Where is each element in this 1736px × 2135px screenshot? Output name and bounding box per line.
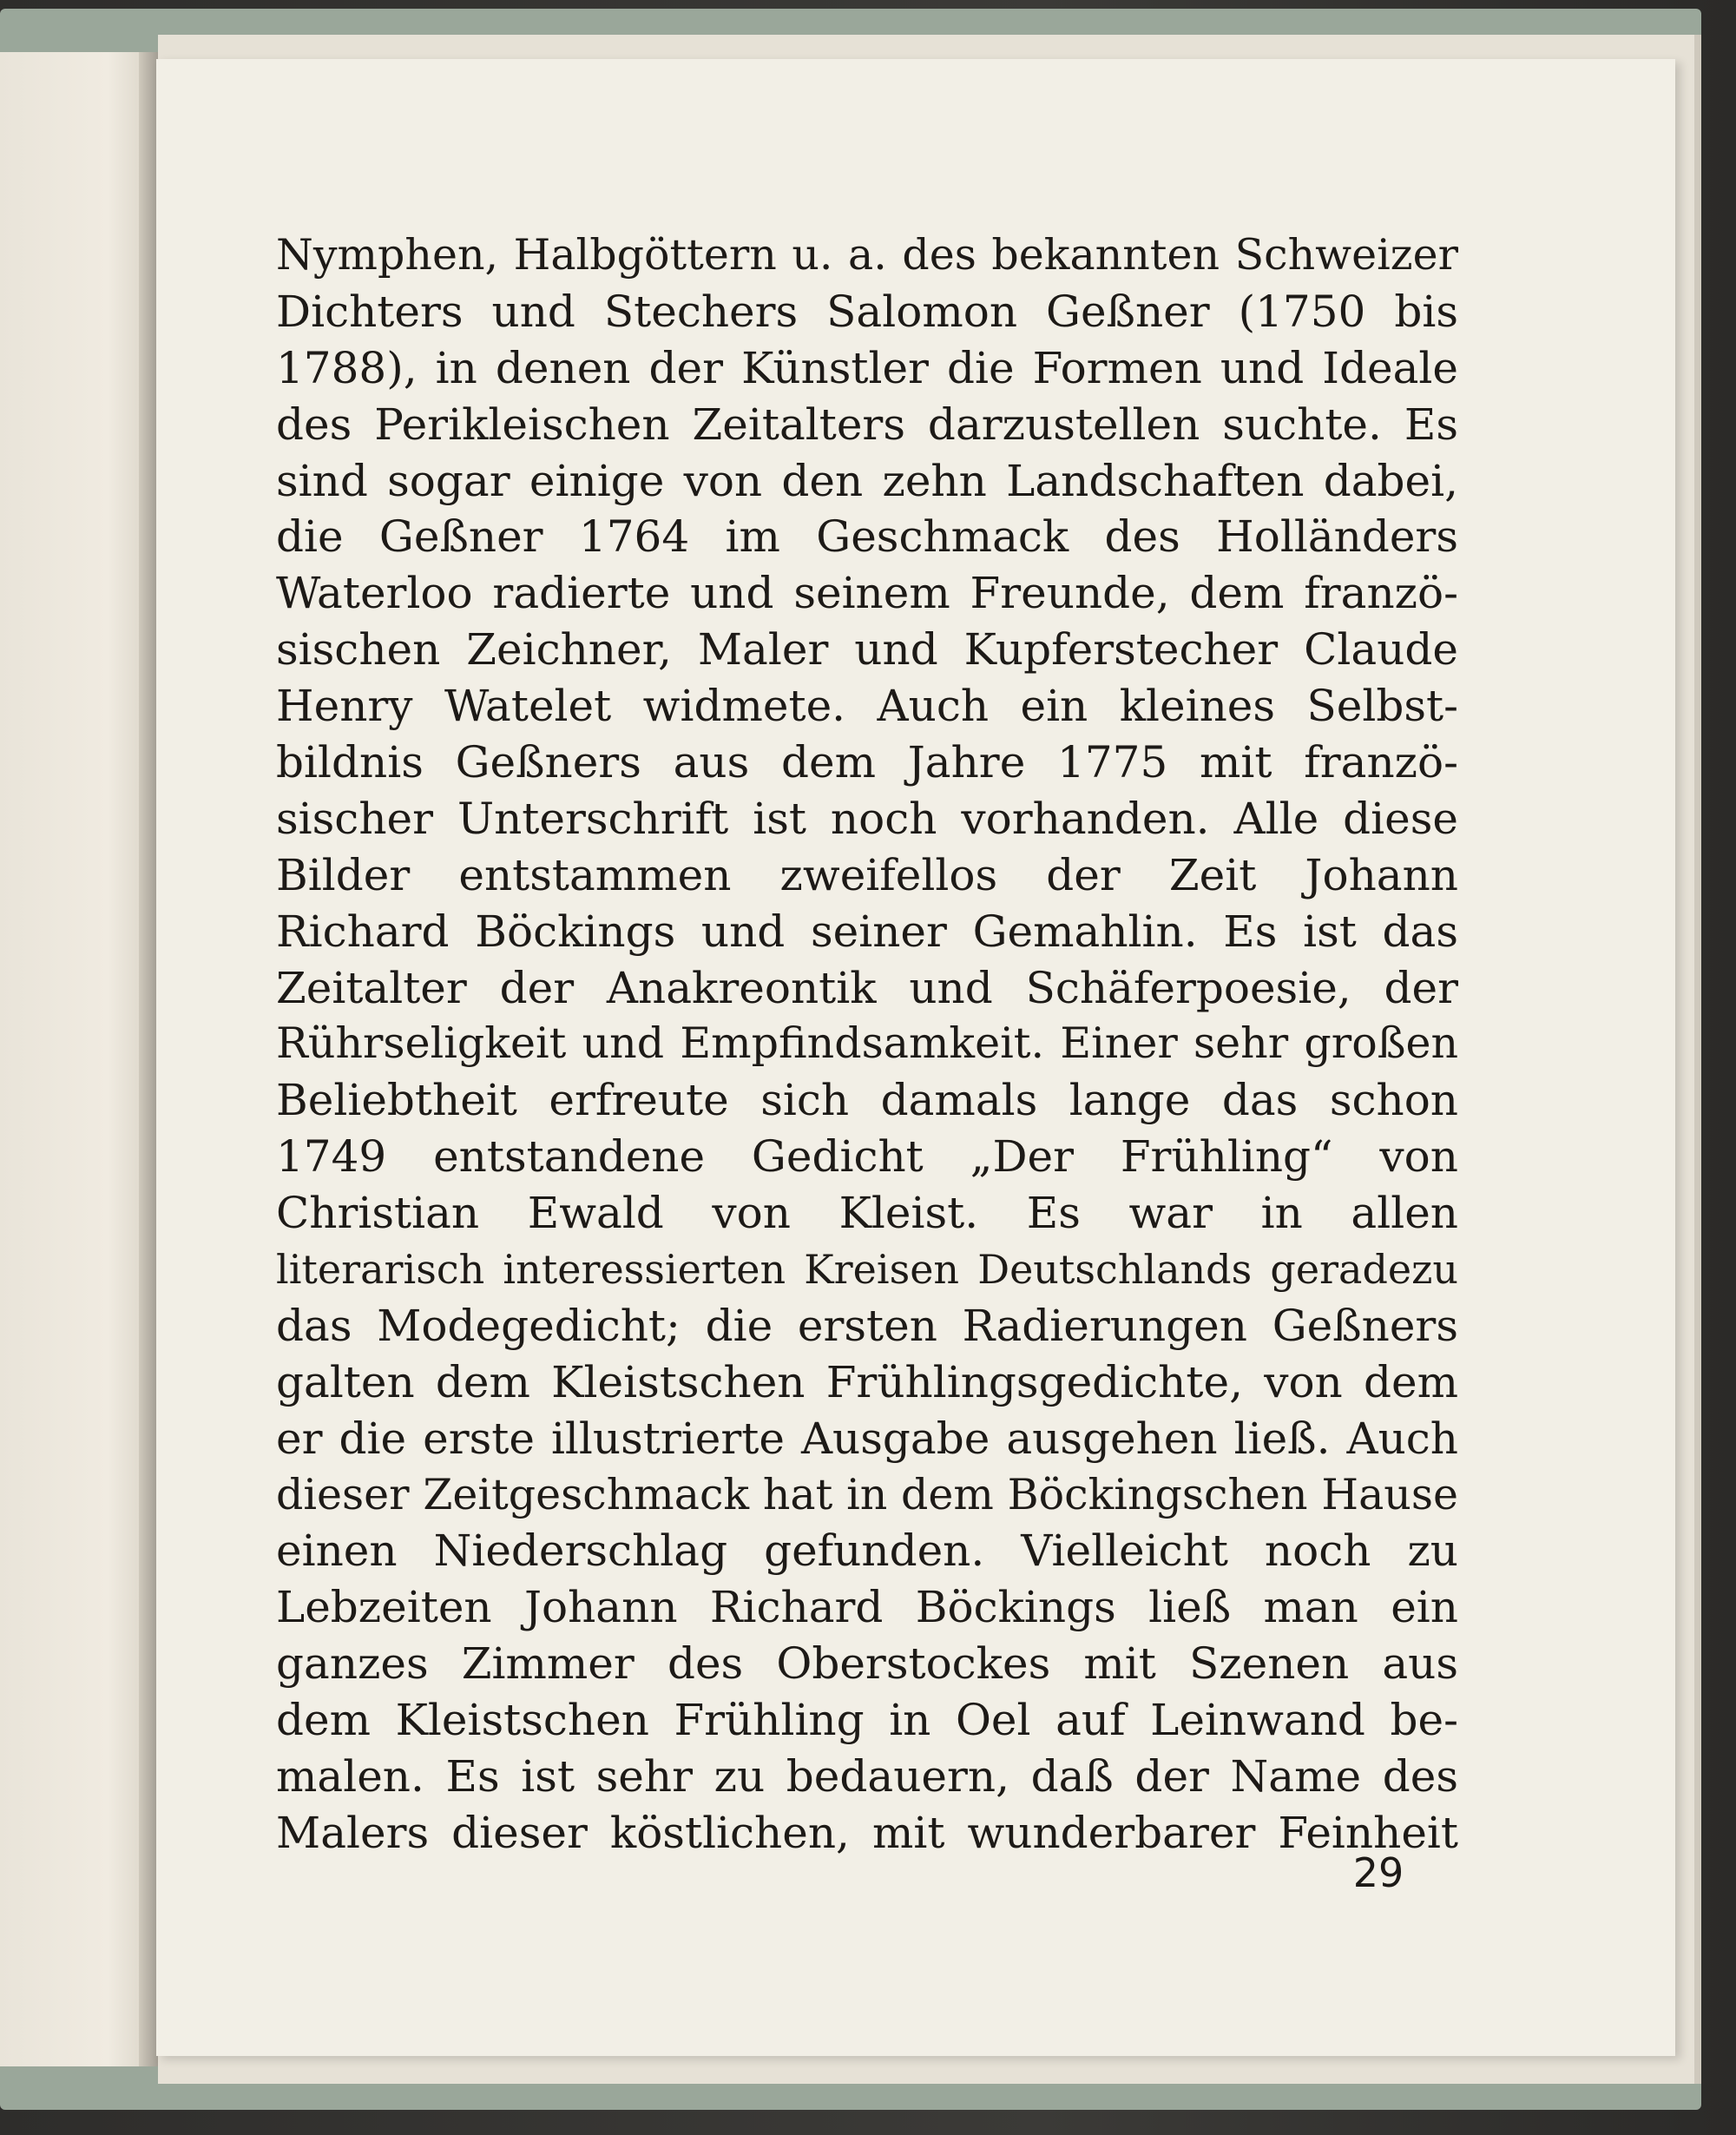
text-line: ganzes Zimmer des Oberstockes mit Szenen aus xyxy=(276,1638,1458,1690)
text-line: das Modegedicht; die ersten Radierungen Geßners xyxy=(276,1300,1458,1351)
text-line: Rührseligkeit und Empfindsamkeit. Einer sehr großen xyxy=(276,1018,1458,1069)
text-line: Lebzeiten Johann Richard Böckings ließ man ein xyxy=(276,1582,1458,1633)
text-line: Malers dieser köstlichen, mit wunderbarer Feinheit xyxy=(276,1807,1458,1858)
text-line: er die erste illustrierte Ausgabe ausgehen ließ. Auch xyxy=(276,1413,1458,1464)
text-line: des Perikleischen Zeitalters darzustellen suchte. Es xyxy=(276,399,1458,450)
text-line: malen. Es ist sehr zu bedauern, daß der Name des xyxy=(276,1751,1458,1802)
text-line: bildnis Geßners aus dem Jahre 1775 mit franzö- xyxy=(276,737,1458,788)
text-line: 1749 entstandene Gedicht „Der Frühling“ von xyxy=(276,1131,1458,1183)
text-line: Nymphen, Halbgöttern u. a. des bekannten Schweizer xyxy=(276,230,1458,280)
body-text xyxy=(276,227,1458,1862)
text-line: Bilder entstammen zweifellos der Zeit Johann xyxy=(276,849,1458,900)
left-page xyxy=(0,52,155,2066)
page-number: 29 xyxy=(1352,1849,1404,1896)
text-line: dem Kleistschen Frühling in Oel auf Leinwand be- xyxy=(276,1695,1458,1746)
text-line: 1788), in denen der Künstler die Formen und Ideale xyxy=(276,342,1458,393)
text-line: Beliebtheit erfreute sich damals lange das schon xyxy=(276,1075,1458,1126)
text-line: Christian Ewald von Kleist. Es war in allen xyxy=(276,1188,1458,1239)
text-line: sind sogar einige von den zehn Landschaften dabei, xyxy=(276,455,1458,506)
text-line: literarisch interessierten Kreisen Deutschlands geradezu xyxy=(276,1246,1458,1294)
text-line: sischer Unterschrift ist noch vorhanden. Alle diese xyxy=(276,793,1458,844)
text-line: Zeitalter der Anakreontik und Schäferpoesie, der xyxy=(276,962,1458,1013)
text-line: Dichters und Stechers Salomon Geßner (1750 bis xyxy=(276,286,1458,337)
text-line: dieser Zeitgeschmack hat in dem Böckingschen Hause xyxy=(276,1469,1458,1519)
text-line: Henry Watelet widmete. Auch ein kleines Selbst- xyxy=(276,681,1458,732)
text-line: die Geßner 1764 im Geschmack des Holländers xyxy=(276,511,1458,563)
text-line: galten dem Kleistschen Frühlingsgedichte, von dem xyxy=(276,1356,1458,1407)
text-line: Richard Böckings und seiner Gemahlin. Es ist das xyxy=(276,906,1458,957)
text-line: Waterloo radierte und seinem Freunde, dem franzö- xyxy=(276,568,1458,619)
text-line: sischen Zeichner, Maler und Kupferstecher Claude xyxy=(276,624,1458,675)
text-line: einen Niederschlag gefunden. Vielleicht noch zu xyxy=(276,1525,1458,1577)
